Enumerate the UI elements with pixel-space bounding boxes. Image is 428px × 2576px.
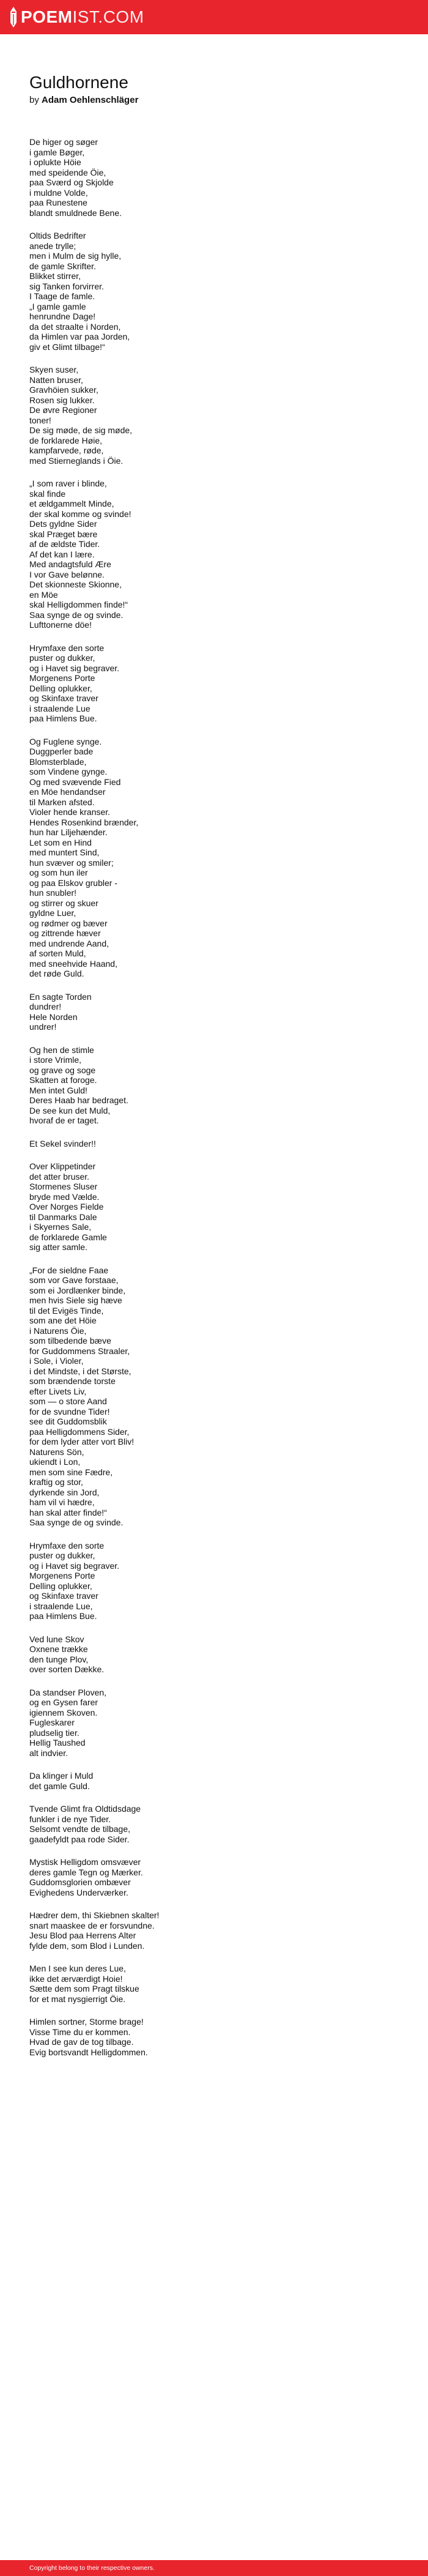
poem-stanza [29, 992, 396, 1032]
poem-line: over sorten Dække. [29, 1664, 105, 1674]
poem-line: Evighedens Underværker. [29, 1887, 128, 1897]
poem-stanza [29, 2017, 396, 2057]
poem-line: for de svundne Tider! [29, 1406, 110, 1416]
poem-line: og stirrer og skuer [29, 898, 98, 908]
poem-line: funkler i de nye Tider. [29, 1814, 111, 1824]
poem-line: af sorten Muld, [29, 948, 86, 958]
poem-line: hvoraf de er taget. [29, 1115, 99, 1125]
poem-line: Med andagtsfuld Ære [29, 559, 111, 569]
poem-line: paa Himlens Bue. [29, 713, 97, 723]
copyright-text: Copyright belong to their respective owners. [29, 2564, 155, 2572]
poem-line: til Marken afsted. [29, 797, 95, 807]
poem-line: hun snubler! [29, 888, 77, 898]
poem-line: og Skinfaxe traver [29, 693, 98, 703]
poem-line: men hvis Siele sig hæve [29, 1295, 122, 1305]
poem-line: Men intet Guld! [29, 1085, 87, 1095]
poem-line: Hrymfaxe den sorte [29, 1540, 105, 1550]
poem-line: Et Sekel svinder!! [29, 1138, 96, 1148]
poem-stanza [29, 1804, 396, 1844]
poem-line: paa Sværd og Skjolde [29, 177, 114, 187]
poem-line: Blomsterblade, [29, 756, 87, 767]
poem-line: det atter bruser. [29, 1171, 90, 1182]
poem-stanza [29, 1771, 396, 1791]
poem-line: Da standser Ploven, [29, 1687, 107, 1697]
poem-line: for dem lyder atter vort Bliv! [29, 1437, 135, 1446]
author-name[interactable]: Adam Oehlenschläger [42, 95, 139, 105]
poem-line: Saa synge de og svinde. [29, 1517, 124, 1527]
poem-line: Over Norges Fielde [29, 1202, 104, 1212]
poem-line: for Guddommens Straaler, [29, 1346, 130, 1356]
poem-line: Delling oplukker, [29, 683, 92, 693]
poem-line: De sig møde, de sig møde, [29, 425, 133, 435]
poem-line: Skatten at foroge. [29, 1075, 97, 1085]
poem-line: med speidende Öie, [29, 167, 106, 177]
poem-line: i straalende Lue, [29, 1601, 93, 1611]
poem-line: Lufttonerne döe! [29, 620, 92, 630]
poem-line: deres gamle Tegn og Mærker. [29, 1867, 143, 1877]
poem-line: Gravhöien sukker, [29, 385, 98, 395]
poem-line: Stormenes Sluser [29, 1182, 98, 1191]
poem-line: med Stierneglands i Öie. [29, 455, 124, 466]
poem-line: Blikket stirrer, [29, 271, 81, 281]
poem-line: for et mat nysgierrigt Öie. [29, 1993, 126, 2004]
poem-line: Natten bruser, [29, 374, 83, 385]
poem-line: Skyen suser, [29, 365, 79, 374]
poem-line: til Danmarks Dale [29, 1212, 97, 1222]
poem-line: skal Præget bære [29, 529, 98, 539]
poem-line: toner! [29, 415, 51, 425]
poem-line: en Möe [29, 589, 58, 600]
poem-line: som Vindene gynge. [29, 767, 108, 776]
poem-line: men som sine Fædre, [29, 1467, 113, 1477]
poem-line: kampfarvede, røde, [29, 445, 104, 455]
poem-stanza [29, 231, 396, 352]
poem-line: En sagte Torden [29, 991, 92, 1002]
poem-line: ukiendt i Lon, [29, 1457, 81, 1467]
poem-line: blandt smuldnede Bene. [29, 207, 122, 218]
poem-line: alt indvier. [29, 1748, 68, 1758]
poem-line: i muldne Volde, [29, 187, 88, 198]
poem-line: I Taage de famle. [29, 291, 95, 301]
poem-line: Sætte dem som Pragt tilskue [29, 1984, 139, 1993]
poem-line: Delling oplukker, [29, 1580, 92, 1591]
poem-stanza [29, 1139, 396, 1149]
poem-line: som brændende torste [29, 1376, 116, 1386]
poem-line: som tilbedende bæve [29, 1336, 111, 1346]
poem-line: da Himlen var paa Jorden, [29, 332, 130, 341]
poem-line: efter Livets Liv, [29, 1386, 87, 1396]
poem-line: Morgenens Porte [29, 673, 95, 683]
poem-line: giv et Glimt tilbage!“ [29, 341, 105, 352]
poem-line: med muntert Sind, [29, 847, 100, 857]
poem-line: Morgenens Porte [29, 1571, 95, 1580]
logo-light: IST.COM [72, 7, 144, 26]
poem-line: i store Vrimle, [29, 1055, 82, 1065]
poem-line: men i Mulm de sig hylle, [29, 251, 122, 261]
poem-line: undrer! [29, 1022, 57, 1032]
site-header [0, 0, 428, 34]
poem-line: Violer hende kranser. [29, 807, 111, 817]
poem-title: Guldhornene [29, 73, 128, 92]
poem-line: Fugleskarer [29, 1718, 75, 1727]
poem-line: „I gamle gamle [29, 301, 86, 311]
poem-line: hun svæver og smiler; [29, 857, 114, 868]
poem-line: Men I see kun deres Lue, [29, 1964, 126, 1973]
poem-stanza [29, 1634, 396, 1675]
poem-line: Hrymfaxe den sorte [29, 642, 105, 653]
poem-line: De higer og søger [29, 137, 98, 147]
poem-line: Evig bortsvandt Helligdommen. [29, 2047, 148, 2057]
poem-line: Jesu Blod paa Herrens Alter [29, 1930, 136, 1940]
poem-line: anede trylle; [29, 240, 76, 251]
poem-line: Himlen sortner, Storme brage! [29, 2017, 144, 2027]
poem-line: Oltids Bedrifter [29, 231, 86, 240]
poem-line: Da klinger i Muld [29, 1771, 94, 1781]
poem-stanza [29, 1161, 396, 1253]
poem-line: Dets gyldne Sider [29, 519, 97, 529]
poem-line: og Skinfaxe traver [29, 1591, 98, 1601]
poem-line: Hellig Taushed [29, 1738, 86, 1748]
poem-line: og zittrende hæver [29, 928, 101, 938]
poem-line: skal Helligdommen finde!“ [29, 600, 128, 609]
poem-line: i straalende Lue [29, 703, 90, 713]
poem-line: bryde med Vælde. [29, 1191, 100, 1202]
poem-line: Duggperler bade [29, 746, 94, 756]
poem-line: en Möe hendandser [29, 787, 106, 797]
poem-line: Visse Time du er kommen. [29, 2027, 131, 2037]
poem-line: dundrer! [29, 1002, 62, 1011]
poem-body [29, 137, 396, 2057]
poem-line: snart maaskee de er forsvundne. [29, 1920, 155, 1930]
poem-stanza [29, 1964, 396, 2004]
poem-stanza [29, 643, 396, 724]
poem-line: et ældgammelt Minde, [29, 499, 114, 508]
poem-line: Hele Norden [29, 1011, 78, 1022]
poem-stanza [29, 478, 396, 630]
poem-line: Og hen de stimle [29, 1044, 94, 1055]
poem-line: han skal atter finde!“ [29, 1507, 107, 1517]
poem-content [29, 72, 396, 2070]
poem-line: Over Klippetinder [29, 1161, 96, 1171]
poem-stanza [29, 1857, 396, 1897]
poem-line: De øvre Regioner [29, 405, 97, 415]
poem-line: Hvad de gav de tog tilbage. [29, 2037, 134, 2047]
poem-line: det røde Guld. [29, 969, 84, 978]
poem-line: i Sole, i Violer, [29, 1356, 84, 1366]
pen-icon [10, 7, 17, 28]
poem-line: de forklarede Gamle [29, 1232, 107, 1242]
poem-stanza [29, 1688, 396, 1759]
poem-line: I vor Gave belønne. [29, 569, 105, 579]
poem-line: med undrende Aand, [29, 938, 109, 948]
poem-line: Saa synge de og svinde. [29, 609, 124, 620]
poem-line: i det Mindste, i det Største, [29, 1366, 131, 1376]
poem-line: pludselig tier. [29, 1727, 79, 1738]
poem-line: og en Gysen farer [29, 1697, 98, 1707]
poem-line: dyrkende sin Jord, [29, 1487, 100, 1497]
poem-line: Naturens Sön, [29, 1446, 84, 1457]
poem-line: med sneehvide Haand, [29, 958, 117, 969]
poem-line: skal finde [29, 488, 66, 499]
poem-line: De see kun det Muld, [29, 1105, 111, 1115]
poem-line: det gamle Guld. [29, 1781, 90, 1791]
poem-line: i oplukte Höie [29, 157, 81, 167]
poem-stanza [29, 1541, 396, 1621]
byline-prefix: by [29, 95, 39, 105]
poem-line: Af det kan I lære. [29, 549, 95, 559]
logo-bold: POEM [21, 7, 73, 26]
poem-line: Guddomsglorien ombæver [29, 1877, 131, 1887]
poem-line: Og Fuglene synge. [29, 736, 102, 746]
poem-line: fylde dem, som Blod i Lunden. [29, 1940, 145, 1951]
poem-line: de forklarede Høie, [29, 435, 103, 445]
poem-line: puster og dukker, [29, 1550, 95, 1560]
poem-line: og rødmer og bæver [29, 918, 108, 928]
poem-line: henrundne Dage! [29, 311, 96, 321]
poem-line: i Skyernes Sale, [29, 1222, 92, 1232]
poem-line: den tunge Plov, [29, 1654, 89, 1664]
poem-line: i Naturens Öie, [29, 1325, 87, 1336]
site-footer [0, 2560, 428, 2576]
poem-line: Ved lune Skov [29, 1634, 84, 1644]
poem-line: „I som raver i blinde, [29, 478, 107, 488]
poem-line: som vor Gave forstaae, [29, 1275, 119, 1285]
poem-line: og i Havet sig begraver. [29, 1560, 120, 1571]
poem-line: paa Himlens Bue. [29, 1611, 97, 1621]
poem-stanza [29, 365, 396, 466]
poem-line: Hædrer dem, thi Skiebnen skalter! [29, 1910, 160, 1920]
poem-line: af de ældste Tider. [29, 539, 100, 549]
poem-line: Det skionneste Skionne, [29, 579, 122, 589]
poem-line: paa Runestene [29, 198, 87, 207]
poem-line: Mystisk Helligdom omsvæver [29, 1857, 141, 1867]
poem-stanza [29, 1045, 396, 1126]
poem-line: Og med svævende Fied [29, 776, 121, 787]
poem-stanza [29, 1910, 396, 1951]
poem-stanza [29, 737, 396, 979]
poem-line: Hendes Rosenkind brænder, [29, 817, 139, 827]
poem-line: til det Evigës Tinde, [29, 1305, 104, 1316]
poem-line: de gamle Skrifter. [29, 261, 96, 271]
poem-line: Deres Haab har bedraget. [29, 1095, 128, 1105]
poem-line: gyldne Luer, [29, 908, 76, 918]
poem-line: sig Tanken forvirrer. [29, 281, 104, 291]
poem-line: „For de sieldne Faae [29, 1265, 109, 1275]
poem-line: sig atter samle. [29, 1242, 87, 1252]
poem-line: og grave og soge [29, 1065, 96, 1075]
site-logo[interactable] [10, 7, 144, 28]
poem-line: Oxnene trække [29, 1644, 88, 1654]
poem-stanza [29, 1265, 396, 1528]
poem-line: puster og dukker, [29, 653, 95, 663]
poem-line: Rosen sig lukker. [29, 395, 95, 405]
poem-line: der skal komme og svinde! [29, 508, 131, 519]
logo-text [21, 9, 144, 26]
poem-line: og som hun iler [29, 868, 88, 877]
poem-line: gaadefyldt paa rode Sider. [29, 1834, 130, 1844]
poem-stanza [29, 137, 396, 218]
poem-line: see dit Guddomsblik [29, 1416, 107, 1426]
poem-line: og i Havet sig begraver. [29, 663, 120, 673]
poem-line: ikke det ærværdigt Hoie! [29, 1973, 123, 1984]
poem-line: og paa Elskov grubler - [29, 877, 117, 888]
poem-line: i gamle Bøger, [29, 147, 85, 157]
poem-line: hun har Liljehænder. [29, 827, 108, 837]
poem-line: kraftig og stor, [29, 1477, 83, 1487]
poem-line: ham vil vi hædre, [29, 1497, 95, 1507]
poem-line: som ane det Höie [29, 1316, 97, 1325]
poem-line: da det straalte i Norden, [29, 321, 121, 332]
poem-line: Selsomt vendte de tilbage, [29, 1824, 130, 1834]
poem-line: igiennem Skoven. [29, 1707, 98, 1718]
poem-line: paa Helligdommens Sider, [29, 1426, 130, 1437]
byline [29, 94, 396, 106]
poem-line: Let som en Hind [29, 837, 92, 847]
poem-line: som — o store Aand [29, 1396, 107, 1406]
poem-line: som ei Jordlænker binde, [29, 1285, 126, 1295]
poem-line: Tvende Glimt fra Oldtidsdage [29, 1804, 141, 1814]
